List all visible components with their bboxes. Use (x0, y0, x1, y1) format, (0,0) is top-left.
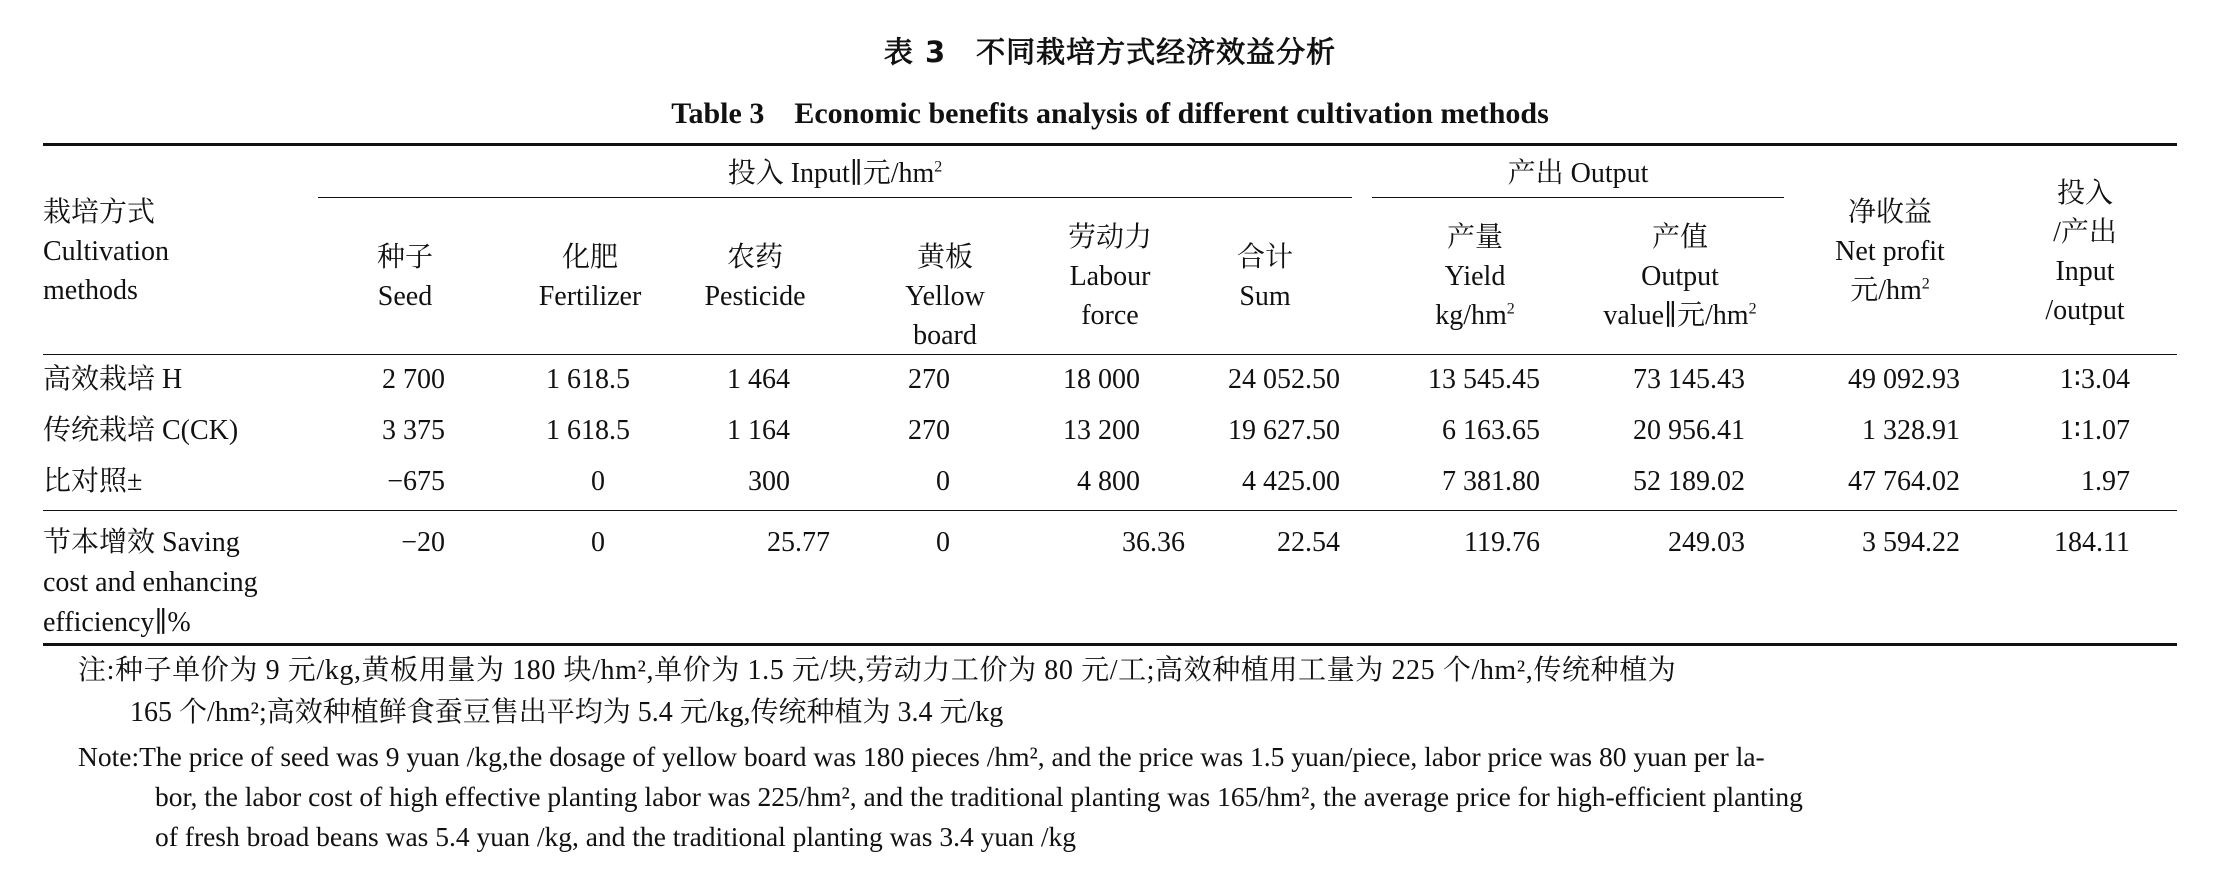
header-sum-en: Sum (1239, 281, 1291, 312)
header-net-profit-unit (1800, 271, 1980, 310)
cell-seed: 3 375 (382, 415, 445, 446)
cell-sum: 19 627.50 (1228, 415, 1340, 446)
header-ratio-en2: /output (2045, 295, 2125, 326)
cell-seed: −20 (401, 527, 445, 558)
cell-ratio: 1∶3.04 (2059, 364, 2130, 395)
header-yield-cn: 产量 (1446, 222, 1503, 253)
header-seed-en: Seed (377, 281, 433, 312)
cell-pesticide: 1 164 (727, 415, 790, 446)
note-en-line1: Note:The price of seed was 9 yuan /kg,the dosage of yellow board was 180 pieces /hm², and the price was 1.5 yuan/piece, labor price was 80 yuan per la- (78, 741, 1765, 772)
header-output-value-unit-label: value∥元/hm (1603, 300, 1749, 331)
cell-fertilizer: 1 618.5 (546, 415, 630, 446)
cell-pesticide: 25.77 (767, 527, 830, 558)
row-method-line3: efficiency∥% (43, 607, 191, 638)
header-yield-unit-label: kg/hm (1435, 300, 1507, 331)
cell-output-value: 20 956.41 (1633, 415, 1745, 446)
cell-yield: 119.76 (1464, 527, 1540, 558)
note-en-line2: bor, the labor cost of high effective planting labor was 225/hm², and the traditional planting was 165/hm², the average price for high-efficient planting (155, 781, 1803, 812)
cell-seed: −675 (387, 466, 445, 497)
cell-seed: 2 700 (382, 364, 445, 395)
header-output-value-cn: 产值 (1651, 222, 1708, 253)
cell-yellow-board: 270 (908, 364, 950, 395)
header-input-group-label: 投入 Input∥元/hm (727, 158, 935, 189)
header-output-value-unit-sup: 2 (1748, 300, 1757, 318)
header-pesticide-en: Pesticide (704, 281, 806, 312)
header-yield-en: Yield (1444, 261, 1506, 292)
cell-net-profit: 49 092.93 (1848, 364, 1960, 395)
header-input-group-sup: 2 (934, 158, 943, 176)
cell-labour: 18 000 (1063, 364, 1140, 395)
row-method: 高效栽培 H (43, 364, 183, 395)
totals-rule (43, 510, 2177, 511)
header-input-group (318, 154, 1352, 194)
cell-output-value: 52 189.02 (1633, 466, 1745, 497)
cell-sum: 22.54 (1277, 527, 1340, 558)
header-fertilizer-en: Fertilizer (538, 281, 642, 312)
cell-ratio: 1∶1.07 (2059, 415, 2130, 446)
cell-labour: 4 800 (1077, 466, 1140, 497)
row-method: 传统栽培 C(CK) (43, 415, 239, 446)
header-ratio-cn1: 投入 (2056, 178, 2113, 209)
cell-yield: 7 381.80 (1442, 466, 1540, 497)
header-ratio-cn2: /产出 (2053, 217, 2117, 248)
cell-fertilizer: 0 (591, 527, 605, 558)
header-output-value-en: Output (1641, 261, 1719, 292)
cell-yield: 13 545.45 (1428, 364, 1540, 395)
header-method-cn: 栽培方式 (43, 197, 156, 228)
table-title-en: Table 3 Economic benefits analysis of different cultivation methods (671, 97, 1549, 130)
row-method-line2: cost and enhancing (43, 567, 258, 598)
header-sum-cn: 合计 (1236, 242, 1293, 273)
row-method-line1: 节本增效 Saving (43, 527, 240, 558)
row-method: 比对照± (43, 466, 143, 497)
table-title-cn: 表 3 不同栽培方式经济效益分析 (883, 35, 1337, 69)
cell-ratio: 1.97 (2081, 466, 2130, 497)
header-labour-en1: Labour (1069, 261, 1151, 292)
cell-output-value: 249.03 (1668, 527, 1745, 558)
header-yield-unit (1385, 296, 1565, 335)
cell-fertilizer: 0 (591, 466, 605, 497)
cell-net-profit: 1 328.91 (1862, 415, 1960, 446)
header-ratio-en1: Input (2055, 256, 2115, 287)
note-cn-line1: 注:种子单价为 9 元/kg,黄板用量为 180 块/hm²,单价为 1.5 元/块,劳动力工价为 80 元/工;高效种植用工量为 225 个/hm²,传统种植为 (78, 655, 1677, 686)
header-seed-cn: 种子 (376, 242, 433, 273)
header-method-en2: methods (43, 275, 138, 306)
output-group-rule (1372, 197, 1784, 198)
header-method-en1: Cultivation (43, 236, 169, 267)
header-output-value-unit (1570, 296, 1790, 335)
cell-sum: 4 425.00 (1242, 466, 1340, 497)
cell-output-value: 73 145.43 (1633, 364, 1745, 395)
header-bottom-rule (43, 354, 2177, 355)
cell-net-profit: 47 764.02 (1848, 466, 1960, 497)
header-fertilizer-cn: 化肥 (561, 242, 618, 273)
cell-sum: 24 052.50 (1228, 364, 1340, 395)
cell-labour: 13 200 (1063, 415, 1140, 446)
cell-pesticide: 1 464 (727, 364, 790, 395)
header-output-group: 产出 Output (1507, 158, 1649, 189)
cell-yellow-board: 0 (936, 527, 950, 558)
cell-yellow-board: 270 (908, 415, 950, 446)
cell-pesticide: 300 (748, 466, 790, 497)
header-yellow-board-en2: board (913, 320, 977, 351)
header-pesticide-cn: 农药 (726, 242, 783, 273)
cell-labour: 36.36 (1122, 527, 1185, 558)
header-net-profit-unit-label: 元/hm (1850, 275, 1922, 306)
cell-yield: 6 163.65 (1442, 415, 1540, 446)
header-yellow-board-en1: Yellow (905, 281, 985, 312)
note-cn-line2: 165 个/hm²;高效种植鲜食蚕豆售出平均为 5.4 元/kg,传统种植为 3.4 元/kg (130, 697, 1004, 728)
table-bottom-rule (43, 643, 2177, 646)
header-labour-en2: force (1081, 300, 1139, 331)
table-top-rule (43, 143, 2177, 146)
note-en-line3: of fresh broad beans was 5.4 yuan /kg, and the traditional planting was 3.4 yuan /kg (155, 821, 1077, 852)
header-yellow-board-cn: 黄板 (916, 242, 973, 273)
input-group-rule (318, 197, 1352, 198)
cell-yellow-board: 0 (936, 466, 950, 497)
cell-fertilizer: 1 618.5 (546, 364, 630, 395)
cell-net-profit: 3 594.22 (1862, 527, 1960, 558)
header-net-profit-cn: 净收益 (1847, 197, 1932, 228)
cell-ratio: 184.11 (2054, 527, 2130, 558)
header-net-profit-unit-sup: 2 (1921, 275, 1930, 293)
header-net-profit-en: Net profit (1835, 236, 1945, 267)
header-labour-cn: 劳动力 (1067, 222, 1152, 253)
header-yield-unit-sup: 2 (1506, 300, 1515, 318)
